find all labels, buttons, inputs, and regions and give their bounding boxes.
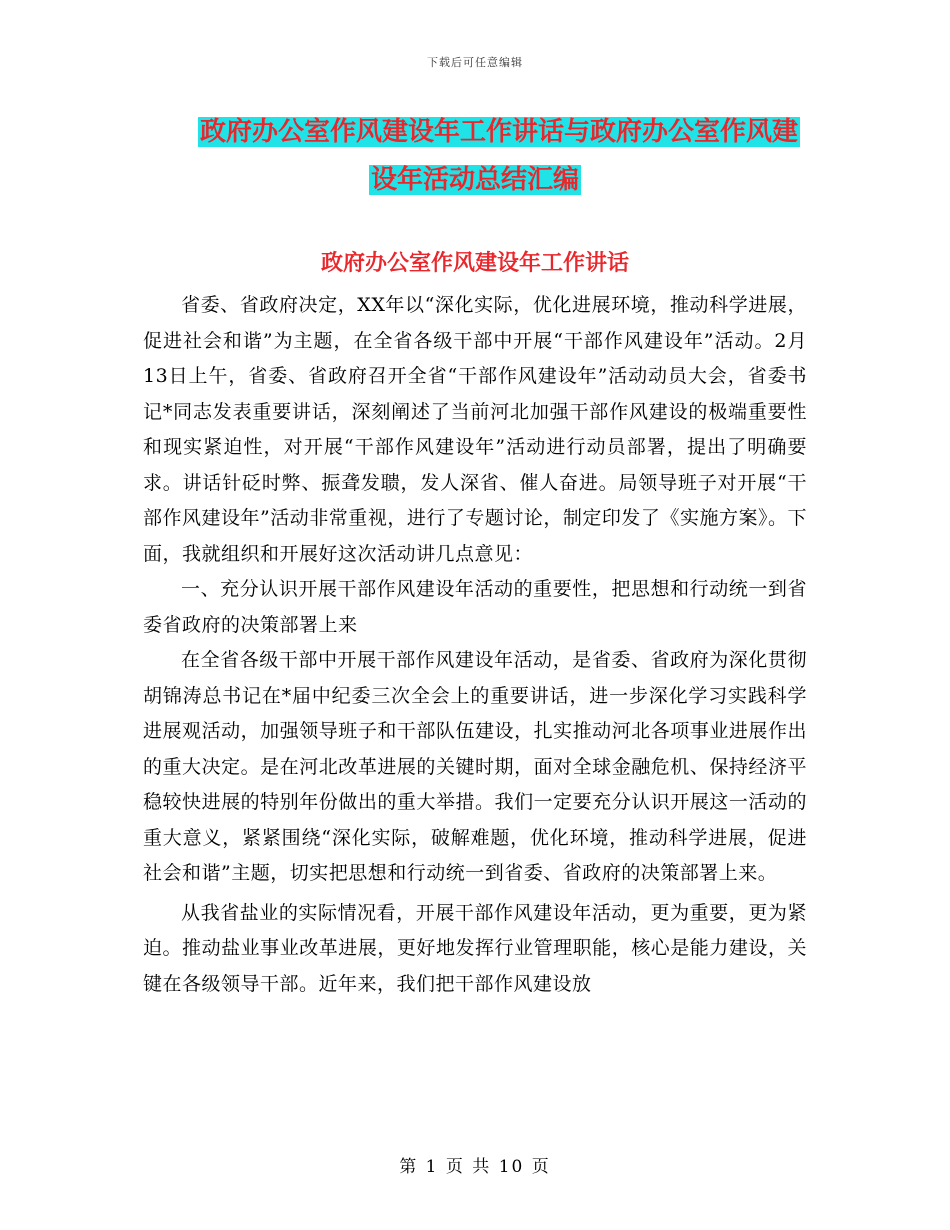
document-title-line-2: 设年活动总结汇编 <box>370 165 579 195</box>
document-title-line-1: 政府办公室作风建设年工作讲话与政府办公室作风建 <box>199 117 798 147</box>
document-body <box>143 288 807 1002</box>
paragraph-1: 省委、省政府决定，XX年以“深化实际，优化进展环境，推动科学进展，促进社会和谐”为主题，在全省各级干部中开展“干部作风建设年”活动。2月13日上午，省委、省政府召开全省“干部作风建设年”活动动员大会，省委书记*同志发表重要讲话，深刻阐述了当前河北加强干部作风建设的极端重要性和现实紧迫性，对开展“干部作风建设年”活动进行动员部署，提出了明确要求。讲话针砭时弊、振聋发聩，发人深省、催人奋进。局领导班子对开展“干部作风建设年”活动非常重视，进行了专题讨论，制定印发了《实施方案》。下面，我就组织和开展好这次活动讲几点意见： <box>143 294 807 565</box>
document-title <box>0 108 950 204</box>
paragraph-2-heading: 一、充分认识开展干部作风建设年活动的重要性，把思想和行动统一到省委省政府的决策部署上来 <box>143 578 807 636</box>
page-header-note: 下载后可任意编辑 <box>427 56 523 69</box>
paragraph-4: 从我省盐业的实际情况看，开展干部作风建设年活动，更为重要，更为紧迫。推动盐业事业改革进展，更好地发挥行业管理职能，核心是能力建设，关键在各级领导干部。近年来，我们把干部作风建设放 <box>143 901 807 995</box>
section-title: 政府办公室作风建设年工作讲话 <box>320 250 629 276</box>
paragraph-3: 在全省各级干部中开展干部作风建设年活动，是省委、省政府为深化贯彻胡锦涛总书记在*届中纪委三次全会上的重要讲话，进一步深化学习实践科学进展观活动，加强领导班子和干部队伍建设，扎实推动河北各项事业进展作出的重大决定。是在河北改革进展的关键时期，面对全球金融危机、保持经济平稳较快进展的特别年份做出的重大举措。我们一定要充分认识开展这一活动的重大意义，紧紧围绕“深化实际，破解难题，优化环境，推动科学进展，促进社会和谐”主题，切实把思想和行动统一到省委、省政府的决策部署上来。 <box>143 649 807 884</box>
page-number: 第 1 页 共 10 页 <box>399 1157 551 1177</box>
